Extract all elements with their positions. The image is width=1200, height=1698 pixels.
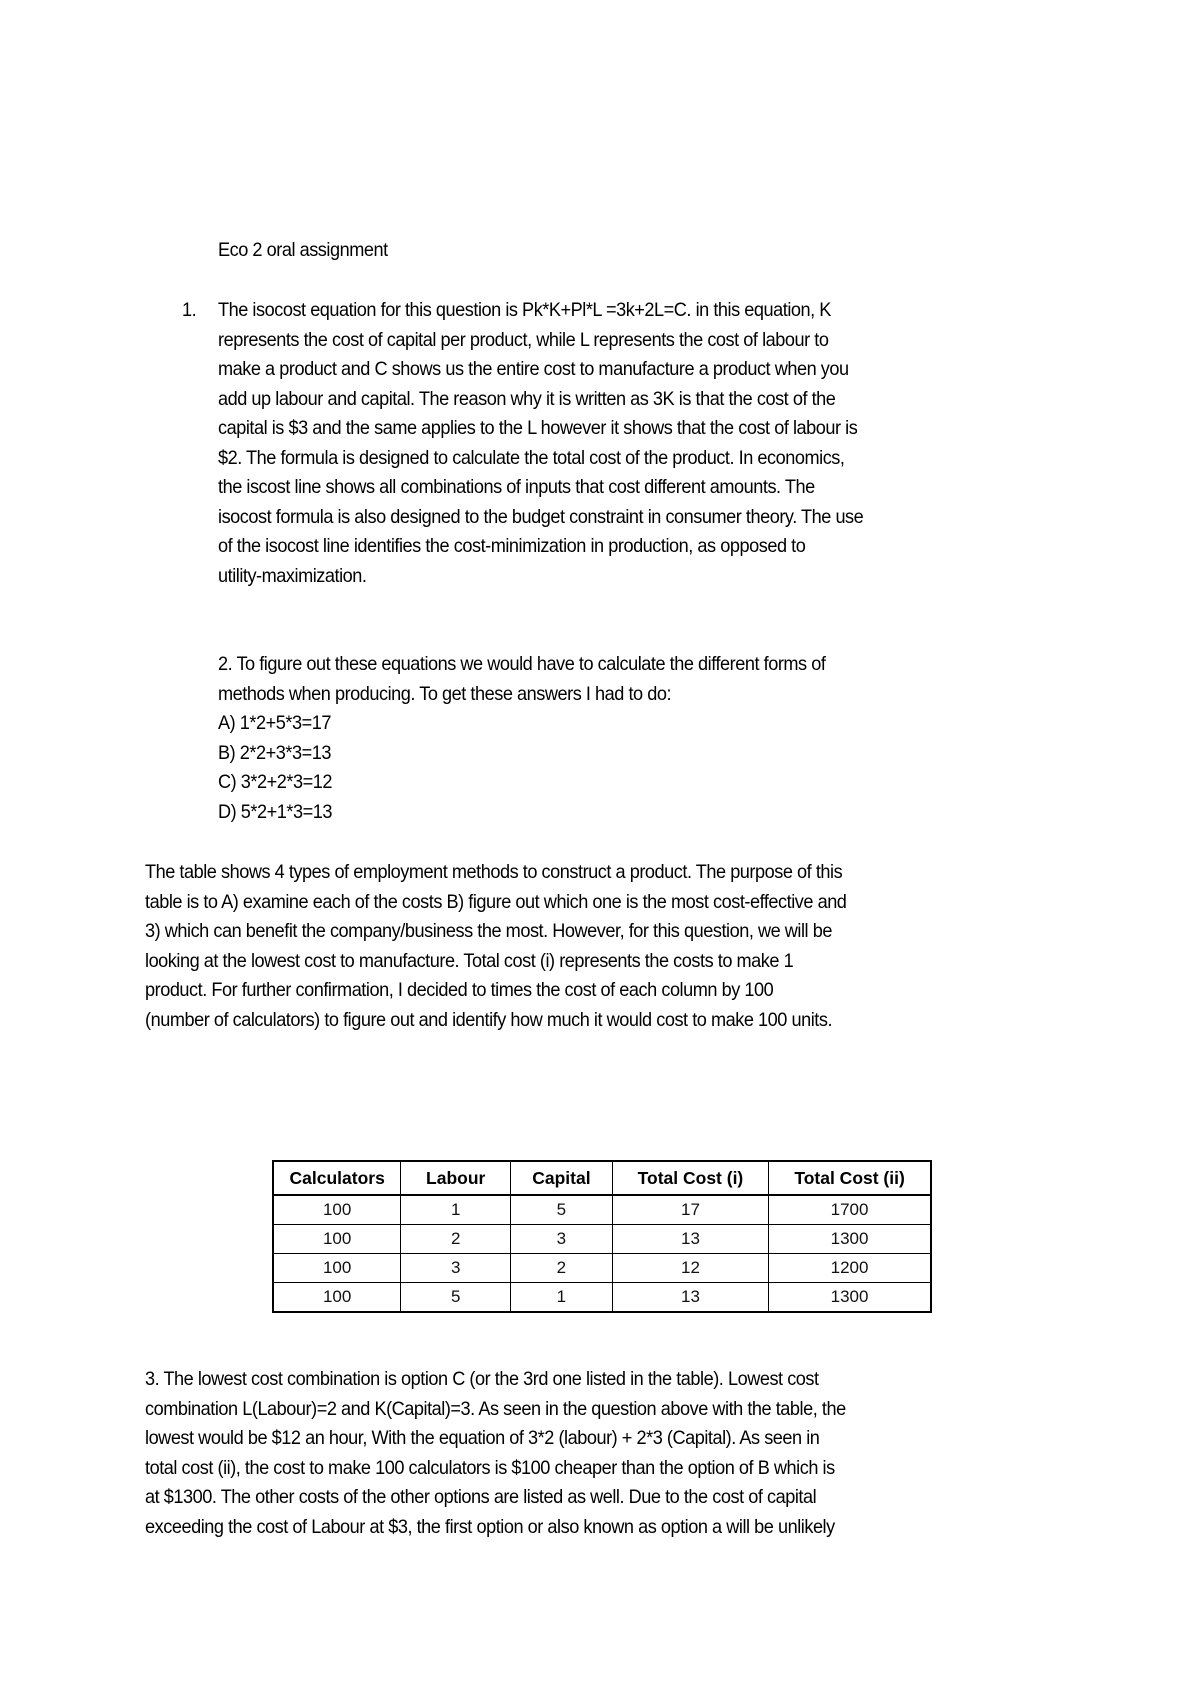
question-3-answer: [145, 1365, 846, 1542]
text-line: 2. To figure out these equations we would have to calculate the different forms of: [218, 653, 826, 675]
text-line: (number of calculators) to figure out and identify how much it would cost to make 100 units.: [145, 1008, 833, 1031]
table-cell: 1200: [769, 1254, 931, 1283]
text-line: The table shows 4 types of employment methods to construct a product. The purpose of this: [145, 861, 843, 883]
table-cell: 5: [401, 1283, 511, 1313]
table-cell: 3: [511, 1225, 613, 1254]
text-line: The isocost equation for this question is Pk*K+Pl*L =3k+2L=C. in this equation, K: [218, 299, 831, 321]
equation-d: D) 5*2+1*3=13: [218, 800, 332, 823]
cost-table: [272, 1160, 932, 1313]
text-line: lowest would be $12 an hour, With the equation of 3*2 (labour) + 2*3 (Capital). As seen in: [145, 1427, 820, 1449]
column-header-total-cost-ii: Total Cost (ii): [769, 1161, 931, 1195]
table-cell: 1700: [769, 1195, 931, 1225]
column-header-labour: Labour: [401, 1161, 511, 1195]
text-line: $2. The formula is designed to calculate the total cost of the product. In economics,: [218, 446, 845, 469]
column-header-capital: Capital: [511, 1161, 613, 1195]
question-1-number: 1.: [182, 299, 197, 321]
equation-b: B) 2*2+3*3=13: [218, 741, 331, 764]
text-line: of the isocost line identifies the cost-minimization in production, as opposed to: [218, 535, 806, 557]
equation-c: C) 3*2+2*3=12: [218, 771, 332, 793]
table-row: [273, 1195, 931, 1225]
text-line: at $1300. The other costs of the other options are listed as well. Due to the cost of capital: [145, 1486, 817, 1508]
text-line: capital is $3 and the same applies to the L however it shows that the cost of labour is: [218, 417, 858, 439]
table-cell: 1300: [769, 1225, 931, 1254]
table-row: [273, 1225, 931, 1254]
table-explanation-paragraph: [145, 858, 846, 1035]
table-cell: 2: [401, 1225, 511, 1254]
table-cell: 100: [273, 1195, 401, 1225]
document-title: Eco 2 oral assignment: [218, 239, 388, 261]
text-line: total cost (ii), the cost to make 100 calculators is $100 cheaper than the option of B which is: [145, 1456, 835, 1479]
text-line: represents the cost of capital per product, while L represents the cost of labour to: [218, 328, 829, 351]
table-cell: 100: [273, 1254, 401, 1283]
table-cell: 100: [273, 1225, 401, 1254]
table-cell: 1: [401, 1195, 511, 1225]
table-cell: 12: [612, 1254, 768, 1283]
table-cell: 5: [511, 1195, 613, 1225]
table-cell: 3: [401, 1254, 511, 1283]
question-2-answer: [218, 650, 825, 827]
text-line: add up labour and capital. The reason why it is written as 3K is that the cost of the: [218, 387, 836, 410]
text-line: utility-maximization.: [218, 564, 367, 587]
text-line: combination L(Labour)=2 and K(Capital)=3. As seen in the question above with the table, the: [145, 1397, 846, 1420]
table-cell: 13: [612, 1283, 768, 1313]
table-cell: 2: [511, 1254, 613, 1283]
table-cell: 13: [612, 1225, 768, 1254]
text-line: 3. The lowest cost combination is option C (or the 3rd one listed in the table). Lowest cost: [145, 1368, 819, 1390]
text-line: isocost formula is also designed to the budget constraint in consumer theory. The use: [218, 505, 864, 528]
column-header-calculators: Calculators: [273, 1161, 401, 1195]
table-cell: 1300: [769, 1283, 931, 1313]
text-line: table is to A) examine each of the costs B) figure out which one is the most cost-effective and: [145, 890, 847, 913]
text-line: make a product and C shows us the entire cost to manufacture a product when you: [218, 358, 849, 380]
table-header-row: [273, 1161, 931, 1195]
table-cell: 17: [612, 1195, 768, 1225]
equation-a: A) 1*2+5*3=17: [218, 712, 331, 734]
text-line: methods when producing. To get these answers I had to do:: [218, 682, 672, 705]
table-cell: 1: [511, 1283, 613, 1313]
table-row: [273, 1254, 931, 1283]
column-header-total-cost-i: Total Cost (i): [612, 1161, 768, 1195]
text-line: looking at the lowest cost to manufacture. Total cost (i) represents the costs to make 1: [145, 949, 794, 972]
question-1-answer: [218, 296, 863, 591]
text-line: product. For further confirmation, I decided to times the cost of each column by 100: [145, 979, 774, 1001]
text-line: 3) which can benefit the company/business the most. However, for this question, we will be: [145, 920, 832, 942]
table-cell: 100: [273, 1283, 401, 1313]
table-row: [273, 1283, 931, 1313]
text-line: the iscost line shows all combinations of inputs that cost different amounts. The: [218, 476, 815, 498]
text-line: exceeding the cost of Labour at $3, the first option or also known as option a will be unlikely: [145, 1515, 835, 1538]
